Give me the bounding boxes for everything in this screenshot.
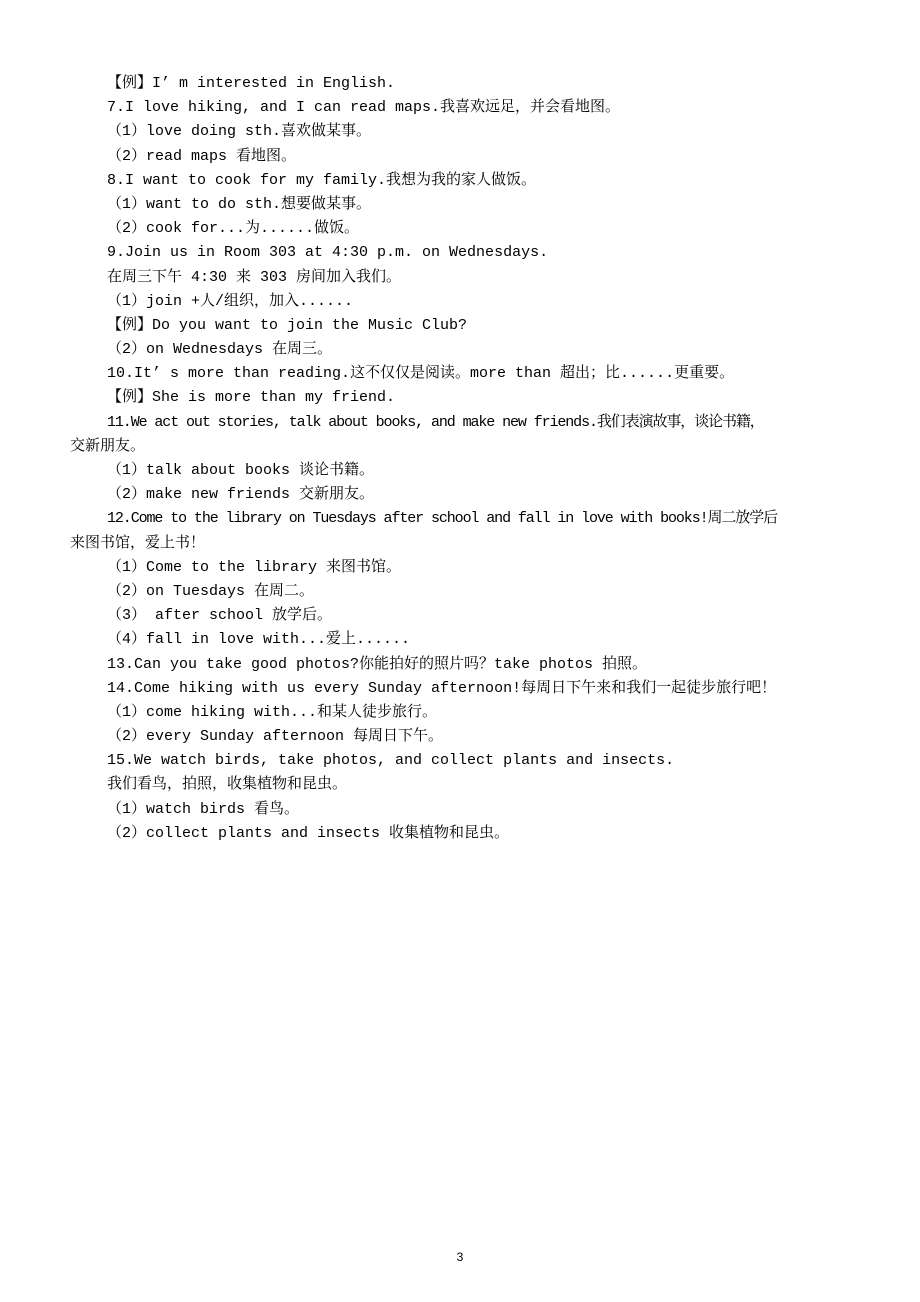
text-line: （2）collect plants and insects 收集植物和昆虫。	[107, 824, 510, 842]
text-line: 9.Join us in Room 303 at 4:30 p.m. on Wednesdays.	[107, 244, 549, 262]
text-line: （1）watch birds 看鸟。	[107, 800, 300, 818]
document-body	[0, 72, 920, 846]
text-line: 来图书馆，爱上书！	[70, 534, 206, 552]
page-number: 3	[456, 1250, 464, 1264]
text-line: 7.I love hiking, and I can read maps.我喜欢远足，并会看地图。	[107, 99, 621, 117]
text-line: 13.Can you take good photos?你能拍好的照片吗？take photos 拍照。	[107, 655, 648, 673]
text-line: （2）on Wednesdays 在周三。	[107, 341, 333, 359]
text-line: 【例】Do you want to join the Music Club?	[107, 316, 468, 334]
text-line: 交新朋友。	[70, 437, 146, 455]
text-line: 10.It’ s more than reading.这不仅仅是阅读。more than 超出；比......更重要。	[107, 365, 735, 383]
text-line: （2）read maps 看地图。	[107, 147, 297, 165]
text-line: 【例】I’ m interested in English.	[107, 75, 396, 92]
text-line: 【例】She is more than my friend.	[107, 389, 396, 407]
text-line: （4）fall in love with...爱上......	[107, 631, 411, 649]
text-line: （2）on Tuesdays 在周二。	[107, 582, 315, 600]
text-line: （1）talk about books 谈论书籍。	[107, 462, 375, 479]
text-line: （2）every Sunday afternoon 每周日下午。	[107, 728, 444, 746]
text-line: （1）Come to the library 来图书馆。	[107, 558, 402, 576]
text-line: 在周三下午 4:30 来 303 房间加入我们。	[107, 268, 402, 286]
text-line: （2）make new friends 交新朋友。	[107, 486, 375, 504]
text-line: 11.We act out stories, talk about books, and make new friends.我们表演故事，谈论书籍，	[107, 413, 764, 431]
text-line: （3） after school 放学后。	[107, 607, 333, 625]
text-line: 14.Come hiking with us every Sunday afternoon!每周日下午来和我们一起徒步旅行吧！	[107, 679, 777, 697]
text-line: 12.Come to the library on Tuesdays after school and fall in love with books!周二放学后	[107, 510, 778, 528]
text-line: 8.I want to cook for my family.我想为我的家人做饭。	[107, 171, 537, 189]
text-line: 15.We watch birds, take photos, and collect plants and insects.	[107, 752, 675, 770]
text-line: （2）cook for...为......做饭。	[107, 220, 360, 238]
text-line: （1）join +人/组织，加入......	[107, 292, 354, 310]
text-line: （1）love doing sth.喜欢做某事。	[107, 123, 372, 141]
text-line: （1）come hiking with...和某人徒步旅行。	[107, 703, 438, 721]
text-line: （1）want to do sth.想要做某事。	[107, 195, 372, 213]
text-line: 我们看鸟，拍照，收集植物和昆虫。	[107, 776, 348, 794]
